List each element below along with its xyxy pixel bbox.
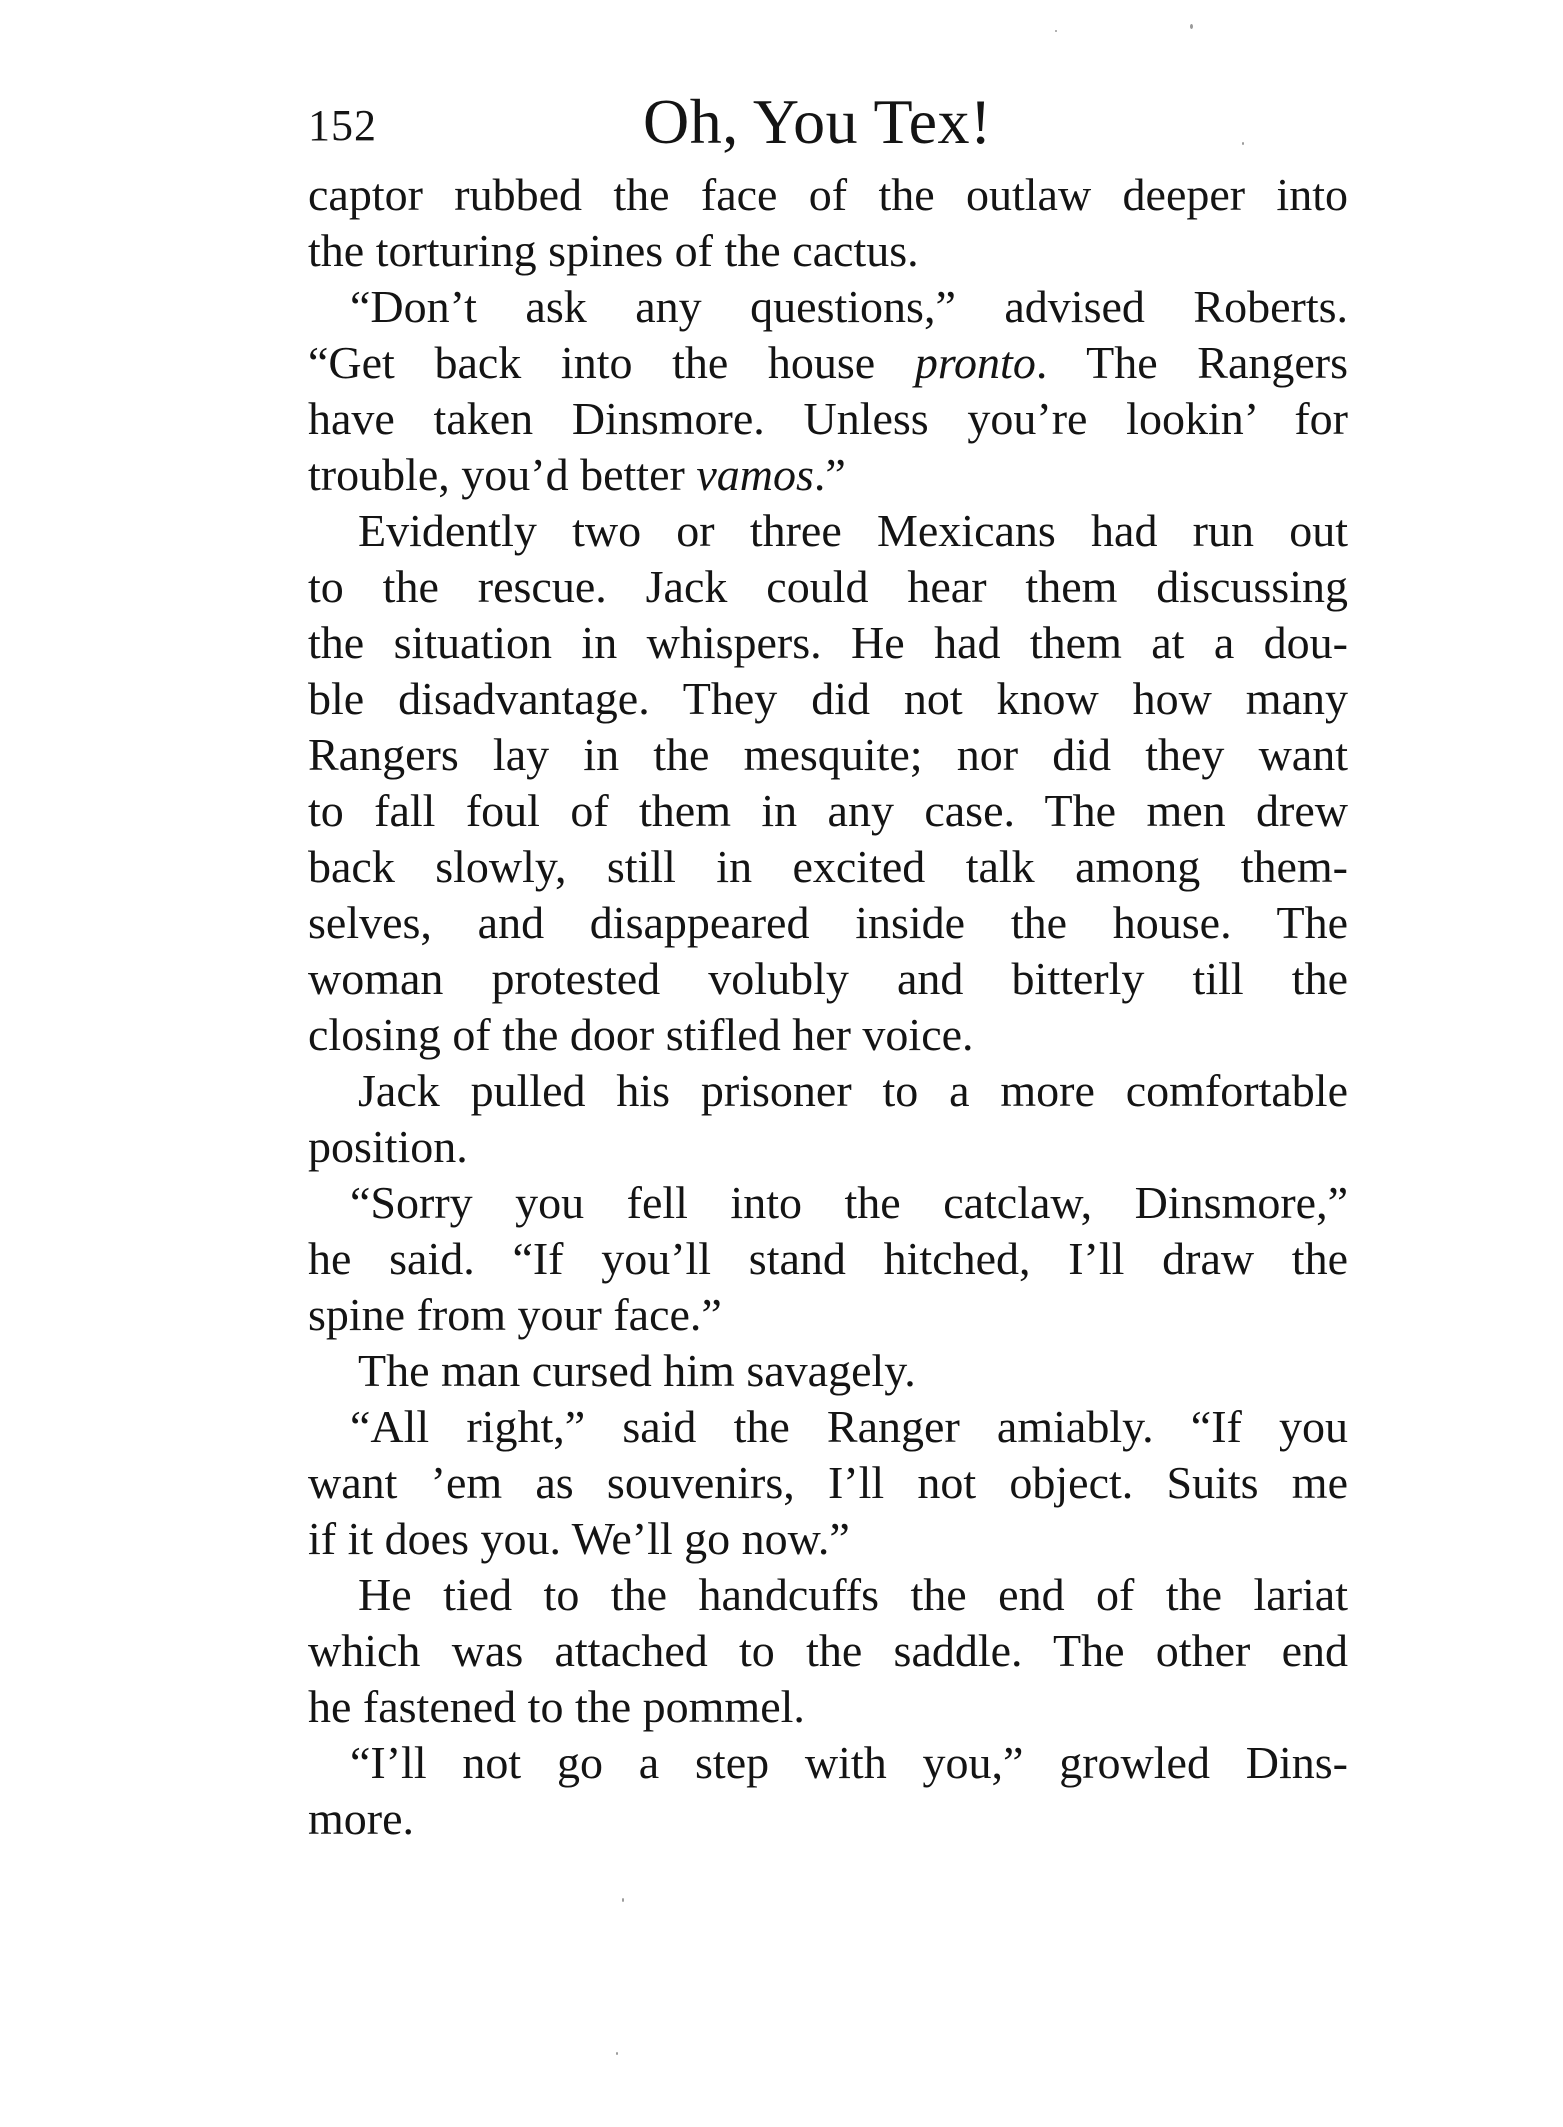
line-text: trouble, you’d better <box>308 449 697 500</box>
text-line <box>308 1455 1348 1511</box>
italic-word: pronto <box>914 337 1036 388</box>
text-line <box>308 1679 1348 1735</box>
line-text: more. <box>308 1793 415 1844</box>
line-text-tail: .” <box>813 449 846 500</box>
text-line <box>308 1791 1348 1847</box>
line-text: selves, and disappeared inside the house. The <box>308 897 1348 948</box>
text-line <box>308 1287 1348 1343</box>
line-text: He tied to the handcuffs the end of the lariat <box>358 1569 1348 1620</box>
line-text: the torturing spines of the cactus. <box>308 225 919 276</box>
text-line <box>308 559 1348 615</box>
text-line <box>308 391 1348 447</box>
line-text: he fastened to the pommel. <box>308 1681 805 1732</box>
line-text: back slowly, still in excited talk among them- <box>308 841 1348 892</box>
body-text <box>308 167 1348 1847</box>
page-header <box>308 82 1348 162</box>
text-line <box>308 1399 1348 1455</box>
text-line <box>308 1119 1348 1175</box>
text-line <box>308 1567 1348 1623</box>
text-line <box>308 727 1348 783</box>
running-head: Oh, You Tex! <box>643 86 992 157</box>
line-text: “I’ll not go a step with you,” growled Dins- <box>350 1737 1348 1788</box>
page-number: 152 <box>308 101 377 150</box>
text-line <box>308 895 1348 951</box>
line-text: to fall foul of them in any case. The men drew <box>308 785 1348 836</box>
text-line <box>308 335 1348 391</box>
scan-speck <box>616 2052 618 2055</box>
scan-speck <box>1190 24 1193 29</box>
line-text: The man cursed him savagely. <box>358 1345 916 1396</box>
text-line <box>308 1063 1348 1119</box>
line-text: woman protested volubly and bitterly till the <box>308 953 1348 1004</box>
line-text: want ’em as souvenirs, I’ll not object. Suits me <box>308 1457 1348 1508</box>
line-text: Evidently two or three Mexicans had run out <box>358 505 1348 556</box>
text-line <box>308 503 1348 559</box>
line-text: to the rescue. Jack could hear them discussing <box>308 561 1348 612</box>
text-line <box>308 783 1348 839</box>
line-text: which was attached to the saddle. The other end <box>308 1625 1348 1676</box>
text-line <box>308 279 1348 335</box>
line-text-tail: . The Rangers <box>1035 337 1348 388</box>
line-text: captor rubbed the face of the outlaw deeper into <box>308 169 1348 220</box>
text-line <box>308 1511 1348 1567</box>
text-line <box>308 951 1348 1007</box>
scan-speck <box>1242 142 1244 145</box>
line-text: “Don’t ask any questions,” advised Roberts. <box>350 281 1348 332</box>
line-text: the situation in whispers. He had them at a dou- <box>308 617 1348 668</box>
line-text: have taken Dinsmore. Unless you’re lookin’ for <box>308 393 1348 444</box>
text-line <box>308 1231 1348 1287</box>
line-text: he said. “If you’ll stand hitched, I’ll draw the <box>308 1233 1348 1284</box>
line-text: “Get back into the house <box>308 337 915 388</box>
italic-word: vamos <box>696 449 814 500</box>
text-line <box>308 1735 1348 1791</box>
text-line <box>308 615 1348 671</box>
text-line <box>308 1007 1348 1063</box>
line-text: closing of the door stifled her voice. <box>308 1009 974 1060</box>
line-text: spine from your face.” <box>308 1289 722 1340</box>
line-text: if it does you. We’ll go now.” <box>308 1513 850 1564</box>
line-text: ble disadvantage. They did not know how many <box>308 673 1348 724</box>
text-line <box>308 1623 1348 1679</box>
text-line <box>308 223 1348 279</box>
text-line <box>308 447 1348 503</box>
line-text: Jack pulled his prisoner to a more comfortable <box>358 1065 1348 1116</box>
line-text: Rangers lay in the mesquite; nor did they want <box>308 729 1348 780</box>
line-text: position. <box>308 1121 468 1172</box>
text-line <box>308 1343 1348 1399</box>
text-line <box>308 839 1348 895</box>
text-line <box>308 167 1348 223</box>
scan-speck <box>1055 30 1057 32</box>
scan-speck <box>622 1898 624 1902</box>
line-text: “All right,” said the Ranger amiably. “If you <box>350 1401 1348 1452</box>
line-text: “Sorry you fell into the catclaw, Dinsmore,” <box>350 1177 1348 1228</box>
text-line <box>308 671 1348 727</box>
text-line <box>308 1175 1348 1231</box>
